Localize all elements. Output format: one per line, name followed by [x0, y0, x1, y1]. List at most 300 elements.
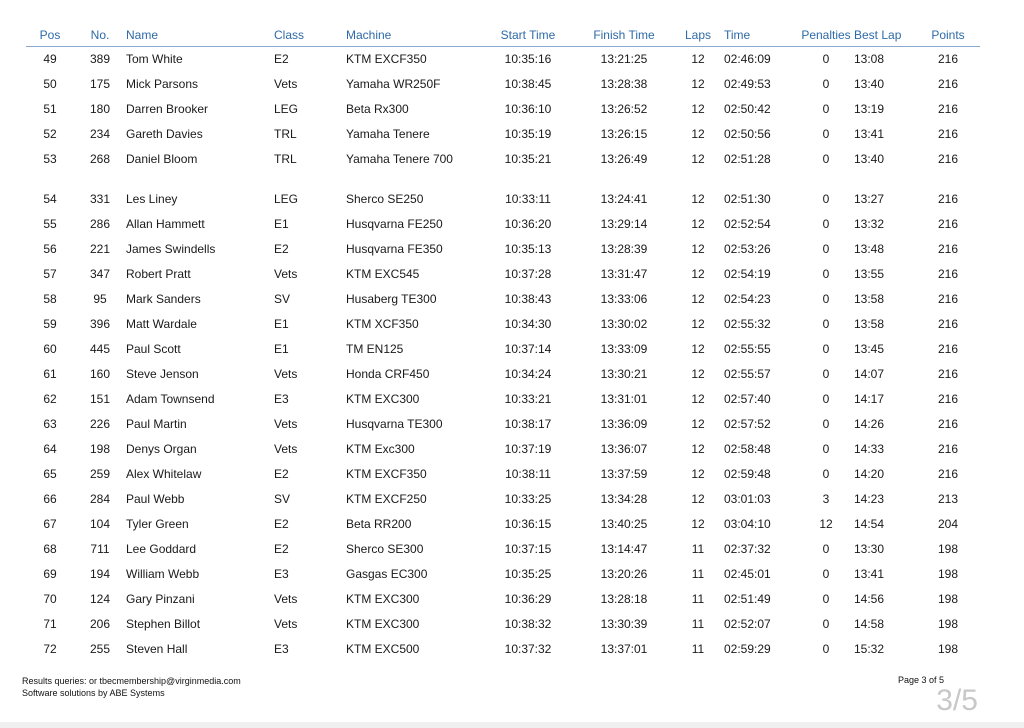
viewer-bottom-bar	[0, 722, 1024, 728]
cell-laps: 12	[691, 366, 705, 381]
cell-finish-time: 13:28:39	[600, 241, 648, 256]
cell-points: 216	[937, 52, 959, 66]
cell-class: LEG	[274, 101, 299, 116]
cell-laps: 12	[691, 416, 705, 431]
cell-name: Alex Whitelaw	[126, 466, 202, 481]
cell-name: Mick Parsons	[126, 76, 199, 91]
cell-no: 255	[89, 641, 111, 656]
cell-points: 216	[937, 291, 959, 306]
cell-time: 03:04:10	[724, 516, 771, 531]
cell-laps: 11	[691, 566, 705, 581]
col-start-time-header: Start Time	[480, 24, 576, 47]
cell-time: 02:45:01	[724, 566, 771, 581]
table-row	[26, 362, 980, 387]
cell-machine: Sherco SE300	[346, 541, 424, 556]
cell-pos: 64	[43, 441, 57, 456]
cell-start-time: 10:33:25	[504, 491, 552, 506]
cell-best-lap: 15:32	[854, 641, 885, 656]
cell-best-lap: 13:55	[854, 266, 885, 281]
cell-time: 02:46:09	[724, 52, 771, 66]
cell-class: Vets	[274, 591, 298, 606]
cell-laps: 12	[691, 126, 705, 141]
cell-machine: Yamaha Tenere 700	[346, 151, 453, 166]
cell-finish-time: 13:40:25	[600, 516, 648, 531]
cell-finish-time: 13:28:18	[600, 591, 648, 606]
cell-laps: 12	[691, 151, 705, 166]
cell-penalties: 0	[822, 616, 830, 631]
cell-name: Adam Townsend	[126, 391, 215, 406]
table-row	[26, 97, 980, 122]
cell-class: Vets	[274, 76, 298, 91]
cell-start-time: 10:37:32	[504, 641, 552, 656]
cell-best-lap: 13:08	[854, 52, 885, 66]
cell-class: E1	[274, 216, 289, 231]
cell-finish-time: 13:37:01	[600, 641, 648, 656]
cell-best-lap: 13:45	[854, 341, 885, 356]
cell-finish-time: 13:26:15	[600, 126, 648, 141]
cell-name: William Webb	[126, 566, 200, 581]
cell-machine: Honda CRF450	[346, 366, 430, 381]
cell-start-time: 10:35:21	[504, 151, 552, 166]
cell-laps: 12	[691, 441, 705, 456]
cell-finish-time: 13:31:47	[600, 266, 648, 281]
table-row	[26, 337, 980, 362]
cell-time: 02:58:48	[724, 441, 771, 456]
cell-laps: 12	[691, 316, 705, 331]
cell-laps: 12	[691, 241, 705, 256]
cell-finish-time: 13:31:01	[600, 391, 648, 406]
cell-finish-time: 13:26:49	[600, 151, 648, 166]
cell-time: 02:54:23	[724, 291, 771, 306]
cell-penalties: 0	[822, 241, 830, 256]
cell-time: 02:51:30	[724, 191, 771, 206]
cell-name: Les Liney	[126, 191, 178, 206]
cell-points: 198	[937, 566, 959, 581]
cell-name: Denys Organ	[126, 441, 197, 456]
cell-best-lap: 14:54	[854, 516, 885, 531]
cell-laps: 11	[691, 591, 705, 606]
cell-laps: 12	[691, 191, 705, 206]
cell-points: 216	[937, 466, 959, 481]
table-row	[26, 72, 980, 97]
cell-start-time: 10:36:29	[504, 591, 552, 606]
cell-time: 02:52:54	[724, 216, 771, 231]
cell-machine: Yamaha WR250F	[346, 76, 441, 91]
cell-laps: 12	[691, 391, 705, 406]
cell-time: 02:49:53	[724, 76, 771, 91]
cell-best-lap: 14:07	[854, 366, 885, 381]
cell-points: 216	[937, 216, 959, 231]
cell-finish-time: 13:21:25	[600, 52, 648, 66]
cell-pos: 72	[43, 641, 57, 656]
cell-finish-time: 13:29:14	[600, 216, 648, 231]
cell-no: 194	[89, 566, 111, 581]
cell-penalties: 0	[822, 316, 830, 331]
cell-class: E2	[274, 541, 289, 556]
cell-class: Vets	[274, 441, 298, 456]
cell-points: 216	[937, 391, 959, 406]
cell-no: 396	[89, 316, 111, 331]
page-number-label: Page 3 of 5	[897, 675, 944, 685]
cell-name: Paul Martin	[126, 416, 187, 431]
table-row	[26, 437, 980, 462]
cell-finish-time: 13:14:47	[600, 541, 648, 556]
cell-name: Robert Pratt	[126, 266, 191, 281]
cell-best-lap: 13:58	[854, 316, 885, 331]
cell-name: Daniel Bloom	[126, 151, 198, 166]
cell-laps: 12	[691, 76, 705, 91]
cell-laps: 12	[691, 52, 705, 66]
cell-name: Allan Hammett	[126, 216, 205, 231]
cell-penalties: 0	[822, 76, 830, 91]
cell-points: 204	[937, 516, 959, 531]
cell-pos: 62	[43, 391, 57, 406]
cell-start-time: 10:36:10	[504, 101, 552, 116]
header-row	[26, 24, 980, 47]
col-class-header: Class	[274, 24, 346, 47]
cell-class: TRL	[274, 151, 297, 166]
cell-start-time: 10:37:14	[504, 341, 552, 356]
cell-name: Stephen Billot	[126, 616, 201, 631]
cell-start-time: 10:36:20	[504, 216, 552, 231]
table-row	[26, 612, 980, 637]
cell-laps: 12	[691, 101, 705, 116]
table-row	[26, 587, 980, 612]
cell-penalties: 0	[822, 441, 830, 456]
table-row	[26, 312, 980, 337]
cell-time: 02:55:57	[724, 366, 771, 381]
cell-finish-time: 13:24:41	[600, 191, 648, 206]
cell-best-lap: 13:19	[854, 101, 885, 116]
cell-start-time: 10:35:13	[504, 241, 552, 256]
cell-class: E3	[274, 641, 289, 656]
cell-machine: KTM EXC300	[346, 391, 420, 406]
cell-pos: 65	[43, 466, 57, 481]
cell-penalties: 0	[822, 566, 830, 581]
cell-machine: KTM EXCF350	[346, 52, 427, 66]
cell-pos: 59	[43, 316, 57, 331]
cell-penalties: 0	[822, 591, 830, 606]
cell-time: 02:59:29	[724, 641, 771, 656]
cell-class: SV	[274, 291, 291, 306]
cell-finish-time: 13:34:28	[600, 491, 648, 506]
cell-laps: 11	[691, 541, 705, 556]
col-no-header: No.	[74, 24, 126, 47]
software-credit-text: Software solutions by ABE Systems	[22, 688, 165, 698]
cell-finish-time: 13:33:06	[600, 291, 648, 306]
col-finish-time-header: Finish Time	[576, 24, 672, 47]
cell-no: 151	[89, 391, 111, 406]
cell-points: 216	[937, 126, 959, 141]
cell-class: Vets	[274, 366, 298, 381]
table-row	[26, 212, 980, 237]
cell-laps: 12	[691, 266, 705, 281]
table-row	[26, 187, 980, 212]
cell-penalties: 0	[822, 52, 830, 66]
cell-name: Paul Webb	[126, 491, 185, 506]
cell-machine: KTM EXC500	[346, 641, 420, 656]
cell-machine: Husqvarna FE250	[346, 216, 443, 231]
cell-pos: 71	[43, 616, 57, 631]
cell-points: 216	[937, 241, 959, 256]
cell-no: 234	[89, 126, 111, 141]
footer-info	[22, 675, 241, 699]
cell-pos: 69	[43, 566, 57, 581]
cell-time: 03:01:03	[724, 491, 771, 506]
cell-machine: KTM XCF350	[346, 316, 419, 331]
cell-start-time: 10:37:19	[504, 441, 552, 456]
cell-machine: Yamaha Tenere	[346, 126, 430, 141]
cell-penalties: 0	[822, 466, 830, 481]
cell-penalties: 3	[822, 491, 830, 506]
cell-machine: Husqvarna TE300	[346, 416, 443, 431]
cell-no: 124	[89, 591, 111, 606]
cell-laps: 11	[691, 616, 705, 631]
table-row	[26, 412, 980, 437]
results-body	[26, 47, 980, 662]
cell-machine: KTM EXC545	[346, 266, 420, 281]
cell-no: 226	[89, 416, 111, 431]
cell-best-lap: 14:17	[854, 391, 885, 406]
cell-class: E2	[274, 241, 289, 256]
cell-time: 02:54:19	[724, 266, 771, 281]
cell-best-lap: 13:41	[854, 126, 885, 141]
cell-points: 216	[937, 316, 959, 331]
cell-laps: 12	[691, 516, 705, 531]
cell-finish-time: 13:28:38	[600, 76, 648, 91]
cell-pos: 55	[43, 216, 57, 231]
cell-best-lap: 13:27	[854, 191, 885, 206]
cell-penalties: 0	[822, 126, 830, 141]
cell-start-time: 10:38:17	[504, 416, 552, 431]
cell-machine: KTM EXCF350	[346, 466, 427, 481]
cell-machine: Sherco SE250	[346, 191, 424, 206]
cell-no: 175	[89, 76, 111, 91]
cell-points: 213	[937, 491, 959, 506]
cell-start-time: 10:35:25	[504, 566, 552, 581]
cell-best-lap: 13:41	[854, 566, 885, 581]
col-penalties-header: Penalties	[798, 24, 854, 47]
cell-start-time: 10:37:15	[504, 541, 552, 556]
cell-laps: 12	[691, 341, 705, 356]
cell-no: 206	[89, 616, 111, 631]
cell-name: Mark Sanders	[126, 291, 201, 306]
cell-laps: 12	[691, 291, 705, 306]
cell-time: 02:57:52	[724, 416, 771, 431]
cell-pos: 70	[43, 591, 57, 606]
cell-best-lap: 14:58	[854, 616, 885, 631]
cell-points: 216	[937, 266, 959, 281]
cell-points: 216	[937, 441, 959, 456]
cell-name: Gareth Davies	[126, 126, 203, 141]
cell-points: 216	[937, 76, 959, 91]
cell-machine: Beta Rx300	[346, 101, 409, 116]
col-machine-header: Machine	[346, 24, 480, 47]
cell-machine: Beta RR200	[346, 516, 412, 531]
cell-no: 221	[89, 241, 111, 256]
cell-points: 216	[937, 341, 959, 356]
cell-name: Tom White	[126, 52, 183, 66]
table-row	[26, 147, 980, 187]
cell-pos: 60	[43, 341, 57, 356]
cell-start-time: 10:38:32	[504, 616, 552, 631]
cell-penalties: 0	[822, 391, 830, 406]
cell-finish-time: 13:37:59	[600, 466, 648, 481]
cell-time: 02:55:55	[724, 341, 771, 356]
table-row	[26, 637, 980, 662]
cell-penalties: 0	[822, 151, 830, 166]
page-indicator-badge: 3/5	[936, 684, 978, 717]
cell-start-time: 10:36:15	[504, 516, 552, 531]
cell-no: 284	[89, 491, 111, 506]
cell-best-lap: 13:48	[854, 241, 885, 256]
cell-finish-time: 13:30:02	[600, 316, 648, 331]
col-laps-header: Laps	[672, 24, 724, 47]
cell-pos: 58	[43, 291, 57, 306]
cell-pos: 56	[43, 241, 57, 256]
cell-time: 02:59:48	[724, 466, 771, 481]
cell-start-time: 10:33:21	[504, 391, 552, 406]
cell-start-time: 10:37:28	[504, 266, 552, 281]
cell-points: 198	[937, 541, 959, 556]
cell-pos: 61	[43, 366, 57, 381]
cell-no: 347	[89, 266, 111, 281]
cell-best-lap: 13:40	[854, 76, 885, 91]
cell-machine: KTM EXCF250	[346, 491, 427, 506]
cell-best-lap: 14:26	[854, 416, 885, 431]
cell-name: Paul Scott	[126, 341, 181, 356]
cell-finish-time: 13:20:26	[600, 566, 648, 581]
cell-machine: KTM Exc300	[346, 441, 415, 456]
cell-time: 02:37:32	[724, 541, 771, 556]
cell-class: E2	[274, 466, 289, 481]
col-points-header: Points	[916, 24, 980, 47]
col-time-header: Time	[724, 24, 798, 47]
table-row	[26, 287, 980, 312]
cell-no: 711	[90, 541, 110, 556]
cell-pos: 68	[43, 541, 57, 556]
cell-name: Steve Jenson	[126, 366, 199, 381]
cell-class: LEG	[274, 191, 299, 206]
results-queries-text: Results queries: or tbecmembership@virginmedia.com	[22, 676, 241, 686]
cell-best-lap: 14:23	[854, 491, 885, 506]
cell-penalties: 0	[822, 366, 830, 381]
cell-best-lap: 14:20	[854, 466, 885, 481]
table-row	[26, 237, 980, 262]
cell-points: 198	[937, 616, 959, 631]
cell-points: 216	[937, 366, 959, 381]
cell-pos: 66	[43, 491, 57, 506]
cell-no: 198	[89, 441, 111, 456]
cell-no: 259	[89, 466, 111, 481]
cell-class: E2	[274, 516, 289, 531]
cell-no: 389	[89, 52, 111, 66]
cell-time: 02:51:28	[724, 151, 771, 166]
cell-best-lap: 13:40	[854, 151, 885, 166]
cell-best-lap: 13:32	[854, 216, 885, 231]
cell-name: Darren Brooker	[126, 101, 209, 116]
table-row	[26, 262, 980, 287]
cell-time: 02:57:40	[724, 391, 771, 406]
cell-machine: TM EN125	[346, 341, 404, 356]
cell-best-lap: 14:33	[854, 441, 885, 456]
cell-time: 02:52:07	[724, 616, 771, 631]
cell-start-time: 10:35:19	[504, 126, 552, 141]
cell-points: 216	[937, 101, 959, 116]
cell-points: 216	[937, 191, 959, 206]
results-table	[26, 24, 980, 662]
table-row	[26, 512, 980, 537]
cell-start-time: 10:35:16	[504, 52, 552, 66]
cell-class: E3	[274, 566, 289, 581]
cell-no: 445	[89, 341, 111, 356]
cell-finish-time: 13:26:52	[600, 101, 648, 116]
col-pos-header: Pos	[26, 24, 74, 47]
cell-class: Vets	[274, 616, 298, 631]
cell-pos: 54	[43, 191, 57, 206]
cell-points: 216	[937, 151, 959, 166]
cell-pos: 52	[43, 126, 57, 141]
cell-no: 104	[89, 516, 111, 531]
cell-machine: Husaberg TE300	[346, 291, 437, 306]
cell-machine: KTM EXC300	[346, 616, 420, 631]
cell-class: TRL	[274, 126, 297, 141]
table-row	[26, 487, 980, 512]
cell-start-time: 10:38:45	[504, 76, 552, 91]
cell-pos: 57	[43, 266, 57, 281]
cell-name: Tyler Green	[126, 516, 189, 531]
cell-name: Gary Pinzani	[126, 591, 195, 606]
cell-no: 268	[89, 151, 111, 166]
cell-penalties: 0	[822, 291, 830, 306]
cell-laps: 12	[691, 491, 705, 506]
cell-best-lap: 14:56	[854, 591, 885, 606]
cell-no: 286	[89, 216, 111, 231]
cell-no: 180	[89, 101, 111, 116]
col-best-lap-header: Best Lap	[854, 24, 916, 47]
cell-start-time: 10:33:11	[505, 191, 551, 206]
cell-pos: 67	[43, 516, 57, 531]
cell-penalties: 12	[819, 516, 833, 531]
cell-time: 02:50:42	[724, 101, 771, 116]
cell-time: 02:50:56	[724, 126, 771, 141]
cell-machine: Husqvarna FE350	[346, 241, 443, 256]
cell-name: Lee Goddard	[126, 541, 197, 556]
table-row	[26, 387, 980, 412]
cell-no: 95	[93, 291, 107, 306]
cell-best-lap: 13:58	[854, 291, 885, 306]
cell-laps: 12	[691, 466, 705, 481]
cell-name: Steven Hall	[126, 641, 188, 656]
cell-no: 331	[89, 191, 111, 206]
cell-class: E1	[274, 341, 289, 356]
cell-machine: KTM EXC300	[346, 591, 420, 606]
cell-time: 02:55:32	[724, 316, 771, 331]
cell-class: Vets	[274, 416, 298, 431]
cell-time: 02:51:49	[724, 591, 771, 606]
cell-best-lap: 13:30	[854, 541, 885, 556]
cell-start-time: 10:38:11	[505, 466, 551, 481]
cell-finish-time: 13:36:07	[600, 441, 648, 456]
cell-pos: 49	[43, 52, 57, 66]
cell-points: 198	[937, 591, 959, 606]
table-row	[26, 47, 980, 72]
cell-pos: 53	[43, 151, 57, 166]
cell-start-time: 10:34:24	[504, 366, 552, 381]
cell-penalties: 0	[822, 416, 830, 431]
cell-points: 198	[937, 641, 959, 656]
cell-class: SV	[274, 491, 291, 506]
